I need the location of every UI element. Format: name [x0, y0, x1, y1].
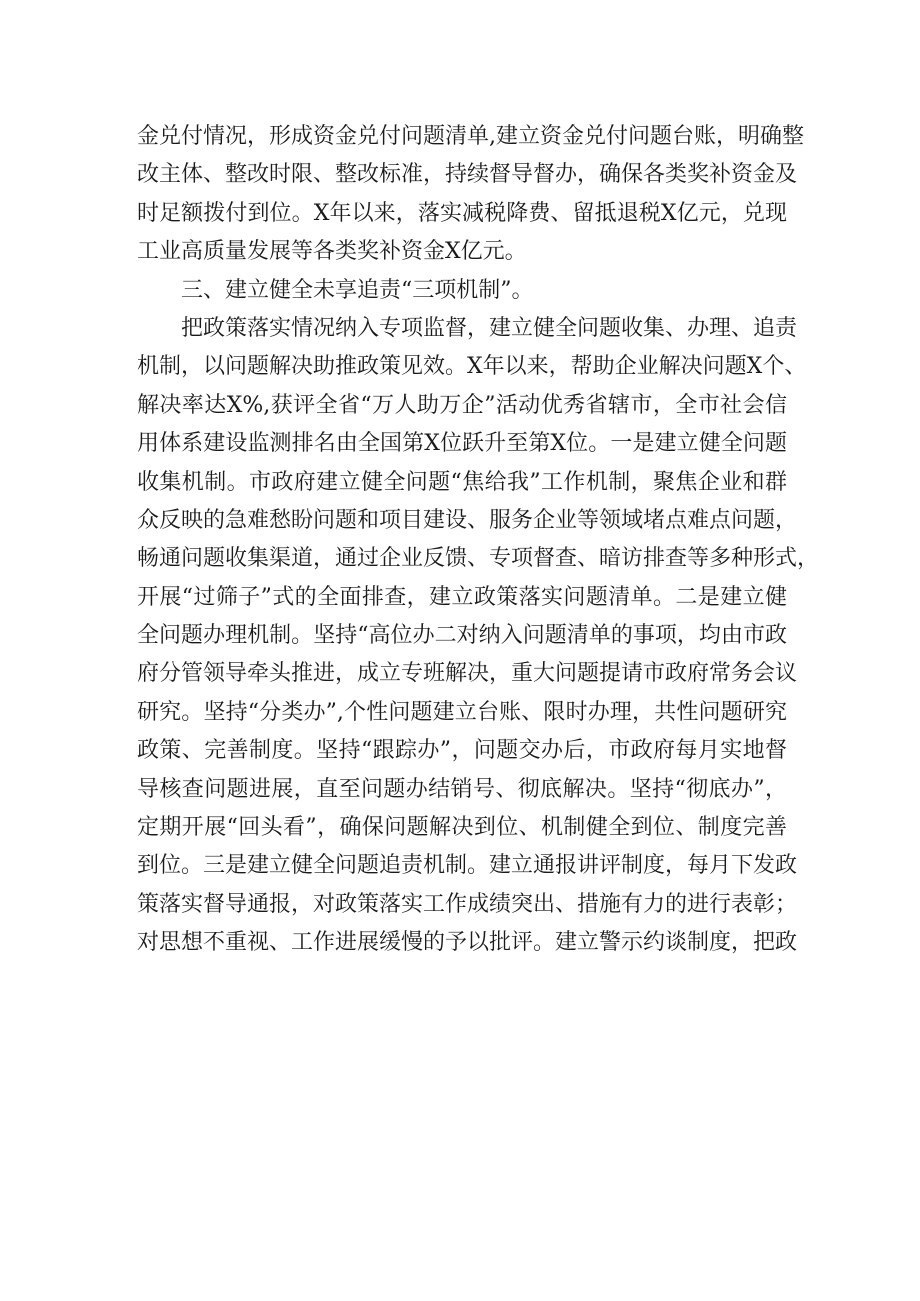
section-heading: 三、建立健全未享追责“三项机制”。	[181, 277, 534, 303]
text-line: 全问题办理机制。坚持“高位办二对纳入问题清单的事项，均由市政	[137, 623, 787, 649]
text-line: 解决率达X%,获评全省“万人助万企”活动优秀省辖市，全市社会信	[137, 392, 787, 418]
text-line: 策落实督导通报，对政策落实工作成绩突出、措施有力的进行表彰；	[137, 891, 798, 917]
text-line: 府分管领导牵头推进，成立专班解决，重大问题提请市政府常务会议	[137, 661, 798, 687]
text-line: 众反映的急难愁盼问题和项目建设、服务企业等领域堵点难点问题，	[137, 507, 798, 533]
text-line: 收集机制。市政府建立健全问题“焦给我”工作机制，聚焦企业和群	[137, 469, 787, 495]
text-line: 改主体、整改时限、整改标准，持续督导督办，确保各类奖补资金及	[137, 162, 798, 188]
text-line: 导核查问题进展，直至问题办结销号、彻底解决。坚持“彻底办”，	[137, 776, 787, 802]
text-line: 研究。坚持“分类办”,个性问题建立台账、限时办理，共性问题研究	[137, 699, 787, 725]
body-text	[137, 118, 820, 963]
text-line: 到位。三是建立健全问题追责机制。建立通报讲评制度，每月下发政	[137, 853, 798, 879]
text-line: 把政策落实情况纳入专项监督，建立健全问题收集、办理、追责	[181, 315, 798, 341]
text-line: 定期开展“回头看”，确保问题解决到位、机制健全到位、制度完善	[137, 815, 787, 841]
text-line: 时足额拨付到位。X年以来，落实减税降费、留抵退税X亿元，兑现	[137, 200, 787, 226]
text-line: 开展“过筛子”式的全面排查，建立政策落实问题清单。二是建立健	[137, 584, 787, 610]
text-line: 畅通问题收集渠道，通过企业反馈、专项督查、暗访排查等多种形式，	[137, 546, 820, 572]
text-line: 用体系建设监测排名由全国第X位跃升至第X位。一是建立健全问题	[137, 431, 787, 457]
text-line: 政策、完善制度。坚持“跟踪办”，问题交办后，市政府每月实地督	[137, 738, 787, 764]
text-line: 机制，以问题解决助推政策见效。X年以来，帮助企业解决问题X个、	[137, 354, 807, 380]
text-line: 金兑付情况，形成资金兑付问题清单,建立资金兑付问题台账，明确整	[137, 124, 804, 149]
text-line: 对思想不重视、工作进展缓慢的予以批评。建立警示约谈制度，把政	[137, 930, 798, 956]
text-line: 工业高质量发展等各类奖补资金X亿元。	[137, 239, 527, 265]
